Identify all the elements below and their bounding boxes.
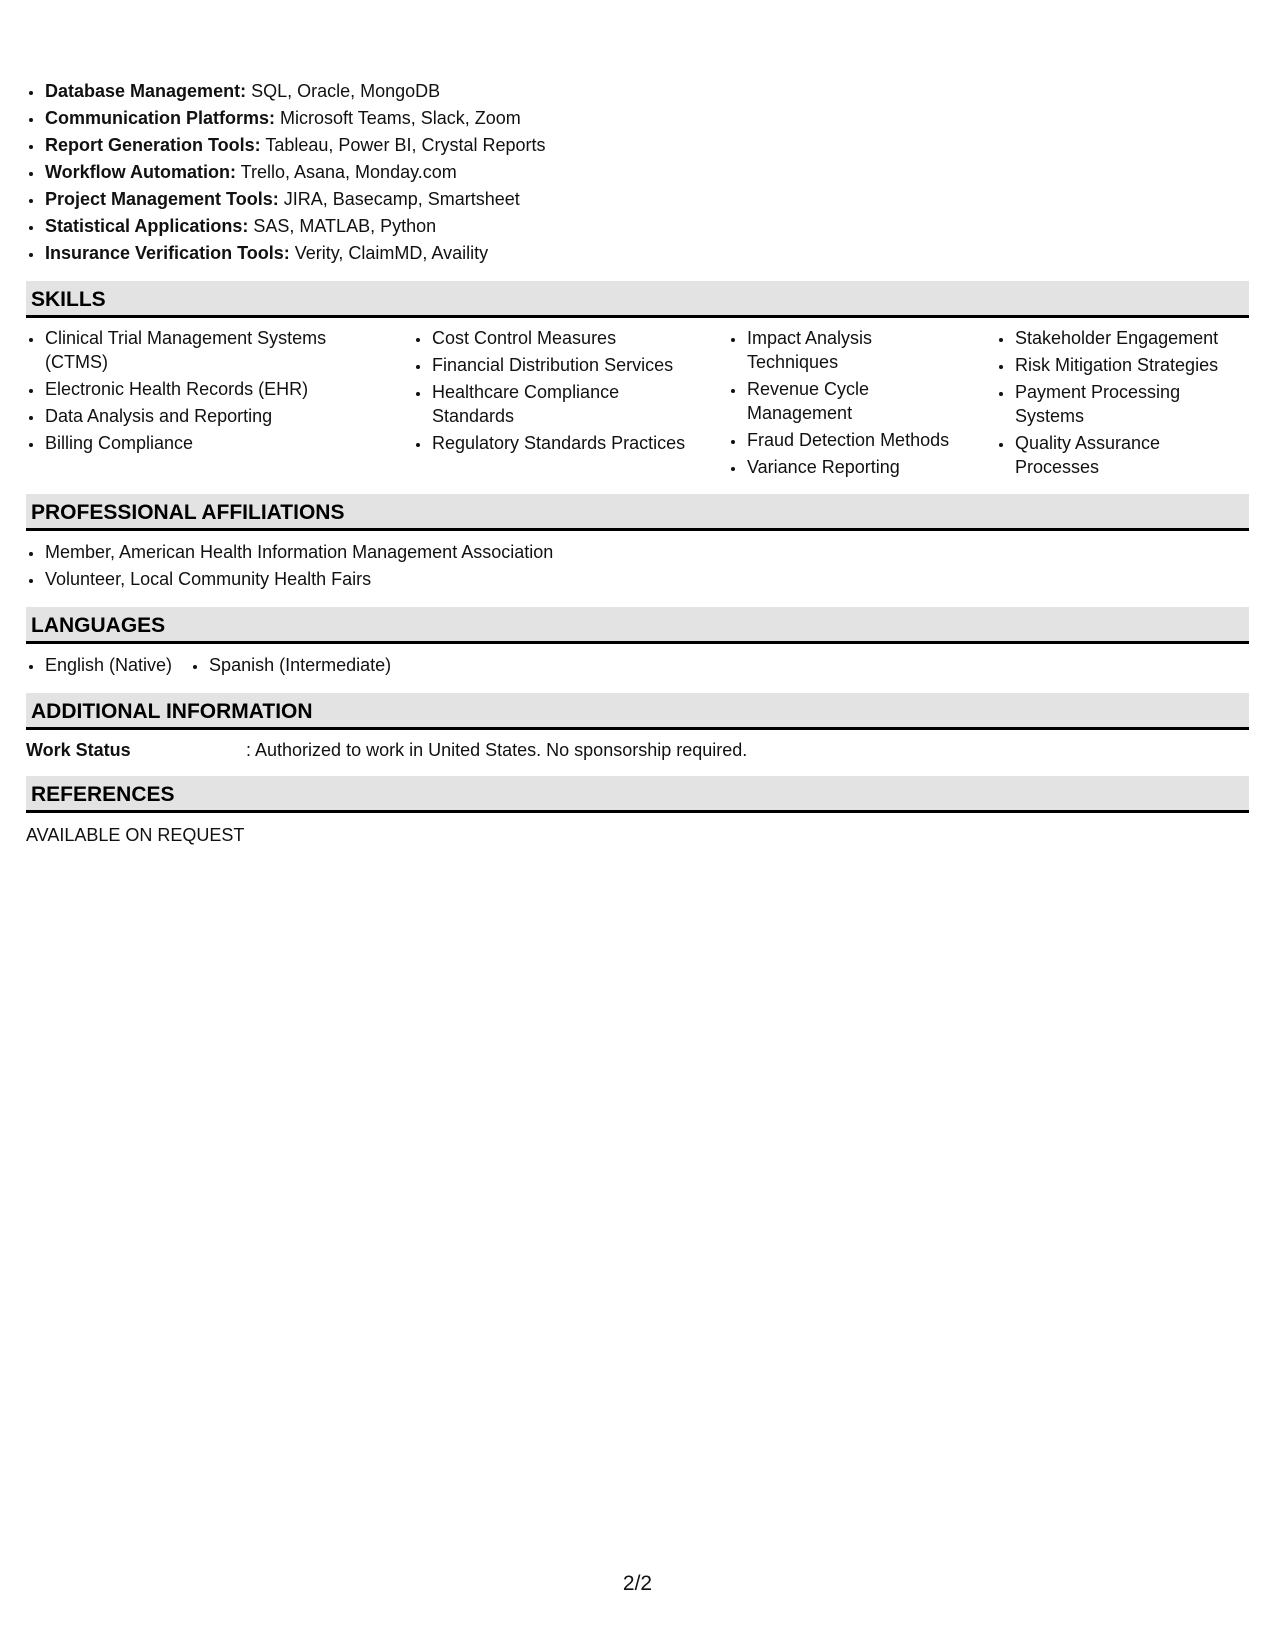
tool-value: Tableau, Power BI, Crystal Reports xyxy=(260,135,546,155)
languages-list xyxy=(26,652,1249,679)
references-heading: REFERENCES xyxy=(26,776,1249,813)
tool-label: Database Management: xyxy=(45,81,247,101)
list-item xyxy=(44,213,1249,240)
tool-value: Microsoft Teams, Slack, Zoom xyxy=(275,108,521,128)
tool-label: Communication Platforms: xyxy=(45,108,276,128)
languages-heading: LANGUAGES xyxy=(26,607,1249,644)
tool-value: SAS, MATLAB, Python xyxy=(248,216,437,236)
affiliations-list xyxy=(26,539,1249,593)
list-item xyxy=(44,186,1249,213)
references-text: AVAILABLE ON REQUEST xyxy=(26,825,245,845)
tool-label: Project Management Tools: xyxy=(45,189,279,209)
skills-heading: SKILLS xyxy=(26,281,1249,318)
skill-item: • Data Analysis and Reporting xyxy=(44,404,413,428)
skills-column xyxy=(728,326,996,482)
skills-column xyxy=(26,326,413,482)
additional-info-heading: ADDITIONAL INFORMATION xyxy=(26,693,1249,730)
skill-item: • Payment Processing Systems xyxy=(1014,380,1205,428)
skill-item: • Financial Distribution Services xyxy=(431,353,728,377)
skill-item: • Billing Compliance xyxy=(44,431,413,455)
skill-item: • Regulatory Standards Practices xyxy=(431,431,728,455)
tool-label: Statistical Applications: xyxy=(45,216,249,236)
skill-item: • Impact Analysis Techniques xyxy=(746,326,907,374)
list-item xyxy=(44,159,1249,186)
work-status-label: Work Status xyxy=(26,740,131,760)
list-item: • Member, American Health Information Management Association xyxy=(44,539,1249,566)
tools-list xyxy=(26,78,1249,267)
tool-value: JIRA, Basecamp, Smartsheet xyxy=(278,189,520,209)
affiliations-heading: PROFESSIONAL AFFILIATIONS xyxy=(26,494,1249,531)
skill-item: • Electronic Health Records (EHR) xyxy=(44,377,413,401)
skill-item: • Quality Assurance Processes xyxy=(1014,431,1205,479)
resume-page xyxy=(26,78,1249,847)
tool-value: Verity, ClaimMD, Availity xyxy=(289,243,489,263)
skill-item: • Fraud Detection Methods xyxy=(746,428,996,452)
skill-item: • Revenue Cycle Management xyxy=(746,377,907,425)
tool-value: Trello, Asana, Monday.com xyxy=(235,162,457,182)
list-item: • Volunteer, Local Community Health Fairs xyxy=(44,566,1249,593)
tool-label: Workflow Automation: xyxy=(45,162,236,182)
tool-value: SQL, Oracle, MongoDB xyxy=(246,81,441,101)
tool-label: Insurance Verification Tools: xyxy=(45,243,290,263)
skills-column xyxy=(413,326,728,482)
work-status-value: : Authorized to work in United States. No sponsorship required. xyxy=(246,740,748,760)
page-number: 2/2 xyxy=(622,1572,653,1595)
list-item xyxy=(44,132,1249,159)
list-item xyxy=(44,105,1249,132)
skill-item: • Risk Mitigation Strategies xyxy=(1014,353,1246,377)
skills-grid xyxy=(26,326,1249,482)
skill-item: • Stakeholder Engagement xyxy=(1014,326,1246,350)
language-item: • English (Native) xyxy=(44,652,172,679)
skill-item: • Clinical Trial Management Systems (CTMS) xyxy=(44,326,345,374)
work-status-row xyxy=(26,738,1249,762)
language-item: • Spanish (Intermediate) xyxy=(208,652,391,679)
skill-item: • Variance Reporting xyxy=(746,455,996,479)
skill-item: • Cost Control Measures xyxy=(431,326,728,350)
skill-item: • Healthcare Compliance Standards xyxy=(431,380,652,428)
list-item xyxy=(44,240,1249,267)
tool-label: Report Generation Tools: xyxy=(45,135,261,155)
skills-column xyxy=(996,326,1246,482)
list-item xyxy=(44,78,1249,105)
